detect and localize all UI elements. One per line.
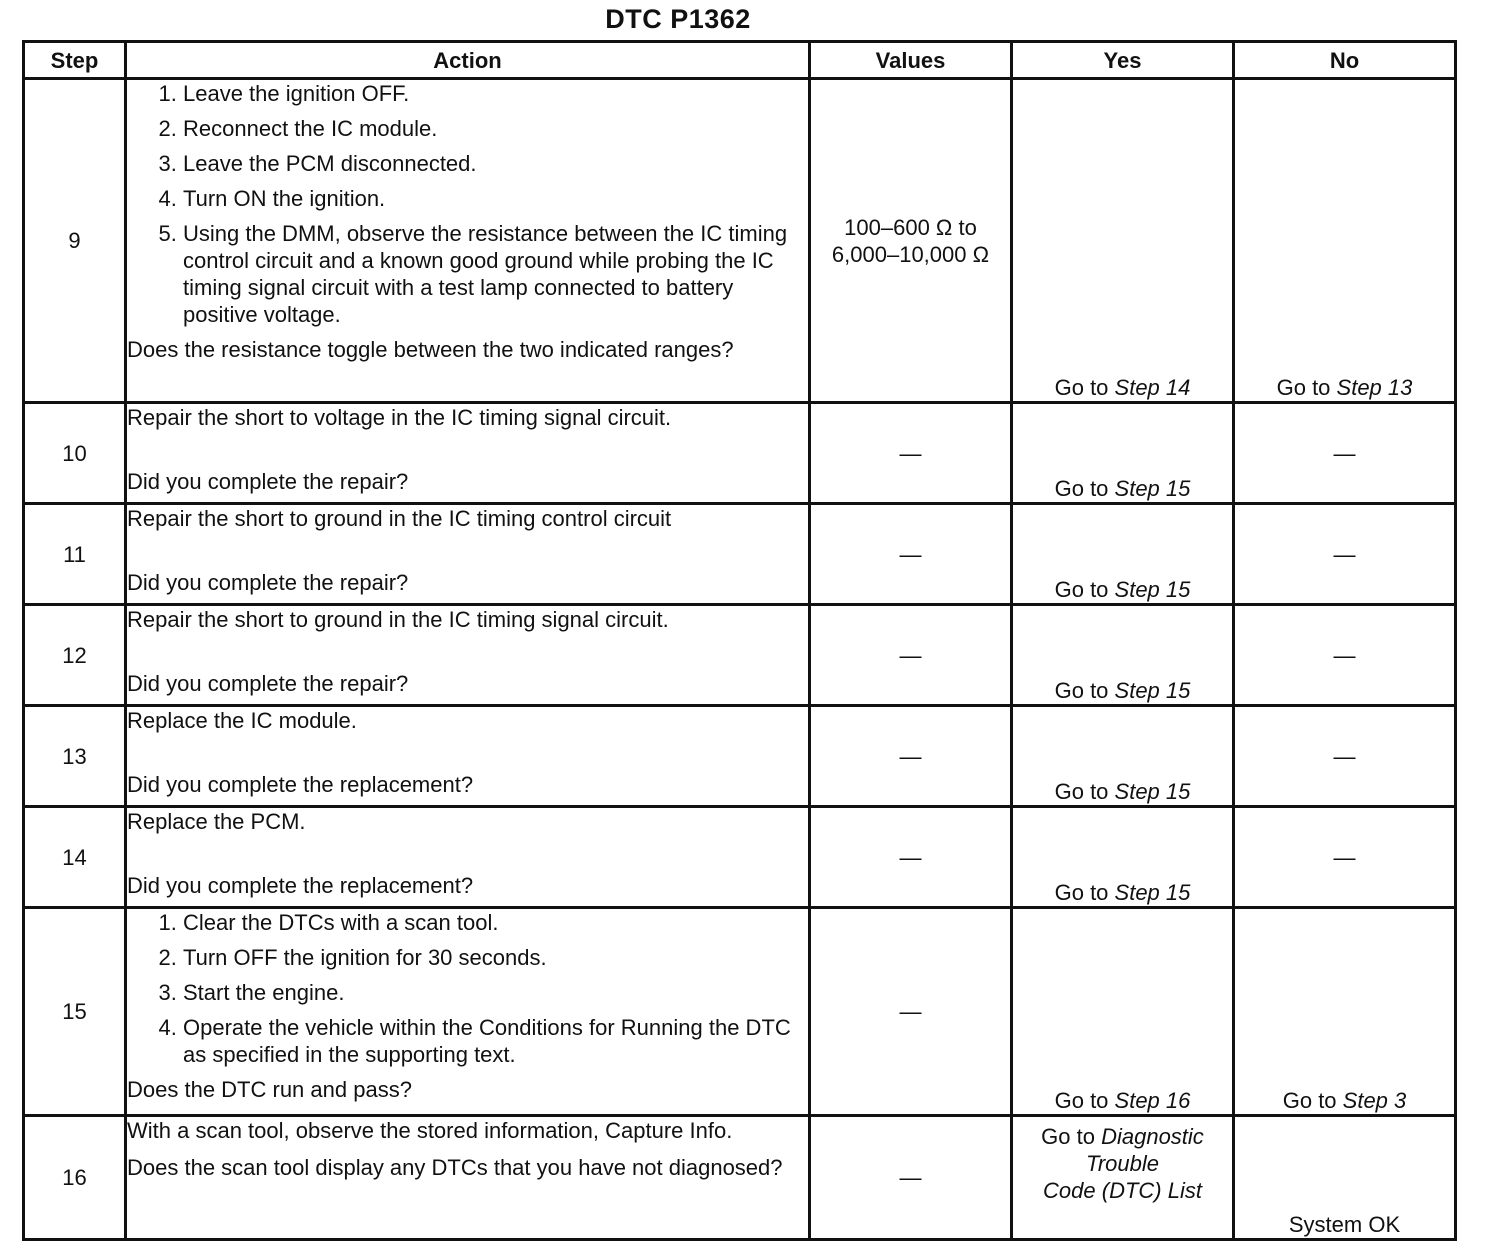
question-text: Did you complete the repair?	[127, 570, 409, 595]
yes-prefix: Go to	[1054, 880, 1115, 905]
values-cell: —	[810, 605, 1012, 706]
yes-cell	[1012, 807, 1234, 908]
no-cell: System OK	[1234, 1116, 1456, 1240]
step-number: 16	[24, 1116, 126, 1240]
list-item: 3. Leave the PCM disconnected.	[183, 150, 808, 177]
yes-cell	[1012, 1116, 1234, 1240]
question-text: Did you complete the repair?	[127, 469, 409, 494]
list-item: 3. Start the engine.	[183, 979, 808, 1006]
yes-cell	[1012, 908, 1234, 1116]
dtc-table	[22, 40, 1457, 1241]
yes-step-link[interactable]: Step 15	[1114, 880, 1191, 905]
no-prefix: Go to	[1282, 1088, 1343, 1113]
step-list	[127, 909, 808, 1068]
yes-cell	[1012, 504, 1234, 605]
action-text: Replace the PCM.	[127, 809, 306, 834]
no-cell: —	[1234, 706, 1456, 807]
table-row	[24, 403, 1456, 504]
header-no: No	[1234, 42, 1456, 79]
action-text: Replace the IC module.	[127, 708, 357, 733]
values-cell: —	[810, 1116, 1012, 1240]
values-cell: —	[810, 706, 1012, 807]
yes-step-link[interactable]: Step 15	[1114, 577, 1191, 602]
yes-cell	[1012, 605, 1234, 706]
no-cell: —	[1234, 403, 1456, 504]
yes-prefix: Go to	[1054, 577, 1115, 602]
header-step: Step	[24, 42, 126, 79]
no-cell: —	[1234, 504, 1456, 605]
yes-cell	[1012, 403, 1234, 504]
table-row	[24, 1116, 1456, 1240]
action-cell	[126, 605, 810, 706]
question-text: Did you complete the repair?	[127, 671, 409, 696]
list-item: 5. Using the DMM, observe the resistance between the IC timing control circuit and a known good ground while probing the IC timing signal circuit with a test lamp connected to battery positive voltage.	[183, 220, 808, 328]
values-cell: —	[810, 908, 1012, 1116]
yes-cell	[1012, 79, 1234, 403]
step-number: 9	[24, 79, 126, 403]
no-cell: —	[1234, 605, 1456, 706]
action-cell	[126, 706, 810, 807]
list-item: 4. Turn ON the ignition.	[183, 185, 808, 212]
yes-step-link[interactable]: Step 15	[1114, 779, 1191, 804]
question-text: Did you complete the replacement?	[127, 772, 474, 797]
value-range-1: 100–600 Ω to	[844, 214, 977, 240]
header-action: Action	[126, 42, 810, 79]
header-row	[24, 42, 1456, 79]
table-row	[24, 706, 1456, 807]
question-text: Does the DTC run and pass?	[127, 1077, 412, 1102]
action-cell	[126, 79, 810, 403]
values-cell: —	[810, 403, 1012, 504]
values-cell	[810, 79, 1012, 403]
yes-step-link[interactable]: Step 15	[1114, 678, 1191, 703]
list-item: 2. Reconnect the IC module.	[183, 115, 808, 142]
header-values: Values	[810, 42, 1012, 79]
action-cell	[126, 504, 810, 605]
question-text: Did you complete the replacement?	[127, 873, 474, 898]
yes-step-link[interactable]: Step 16	[1114, 1088, 1191, 1113]
no-cell	[1234, 79, 1456, 403]
table-row	[24, 605, 1456, 706]
page-title: DTC P1362	[605, 4, 751, 34]
yes-prefix: Go to	[1054, 779, 1115, 804]
step-number: 14	[24, 807, 126, 908]
list-item: 1. Clear the DTCs with a scan tool.	[183, 909, 808, 936]
step-list	[127, 80, 808, 328]
yes-step-link[interactable]: Step 14	[1114, 375, 1191, 400]
value-range-2: 6,000–10,000 Ω	[831, 241, 990, 267]
table-row	[24, 908, 1456, 1116]
action-cell	[126, 1116, 810, 1240]
action-text: Repair the short to voltage in the IC timing signal circuit.	[127, 405, 672, 430]
yes-step-link[interactable]: Step 15	[1114, 476, 1191, 501]
dtc-list-link[interactable]: Trouble	[1086, 1151, 1159, 1176]
step-number: 15	[24, 908, 126, 1116]
step-number: 13	[24, 706, 126, 807]
step-number: 12	[24, 605, 126, 706]
action-text: Repair the short to ground in the IC timing signal circuit.	[127, 607, 669, 632]
values-cell: —	[810, 807, 1012, 908]
step-number: 10	[24, 403, 126, 504]
table-row	[24, 807, 1456, 908]
step-number: 11	[24, 504, 126, 605]
dtc-list-link[interactable]: Diagnostic	[1101, 1124, 1204, 1149]
no-cell	[1234, 908, 1456, 1116]
table-row	[24, 79, 1456, 403]
list-item: 1. Leave the ignition OFF.	[183, 80, 808, 107]
action-text: With a scan tool, observe the stored information, Capture Info.	[127, 1118, 733, 1143]
action-text: Repair the short to ground in the IC timing control circuit	[127, 506, 672, 531]
yes-prefix: Go to	[1054, 375, 1115, 400]
no-step-link[interactable]: Step 13	[1336, 375, 1413, 400]
question-text: Does the resistance toggle between the two indicated ranges?	[127, 337, 734, 362]
values-cell: —	[810, 504, 1012, 605]
action-cell	[126, 403, 810, 504]
dtc-list-link[interactable]: Code (DTC) List	[1043, 1178, 1202, 1203]
no-step-link[interactable]: Step 3	[1342, 1088, 1407, 1113]
yes-prefix: Go to	[1041, 1124, 1102, 1149]
list-item: 2. Turn OFF the ignition for 30 seconds.	[183, 944, 808, 971]
action-cell	[126, 807, 810, 908]
no-cell: —	[1234, 807, 1456, 908]
table-row	[24, 504, 1456, 605]
yes-prefix: Go to	[1054, 1088, 1115, 1113]
yes-cell	[1012, 706, 1234, 807]
no-prefix: Go to	[1276, 375, 1337, 400]
header-yes: Yes	[1012, 42, 1234, 79]
action-cell	[126, 908, 810, 1116]
yes-prefix: Go to	[1054, 476, 1115, 501]
yes-prefix: Go to	[1054, 678, 1115, 703]
question-text: Does the scan tool display any DTCs that you have not diagnosed?	[127, 1155, 783, 1180]
list-item: 4. Operate the vehicle within the Conditions for Running the DTC as specified in the supporting text.	[183, 1014, 808, 1068]
